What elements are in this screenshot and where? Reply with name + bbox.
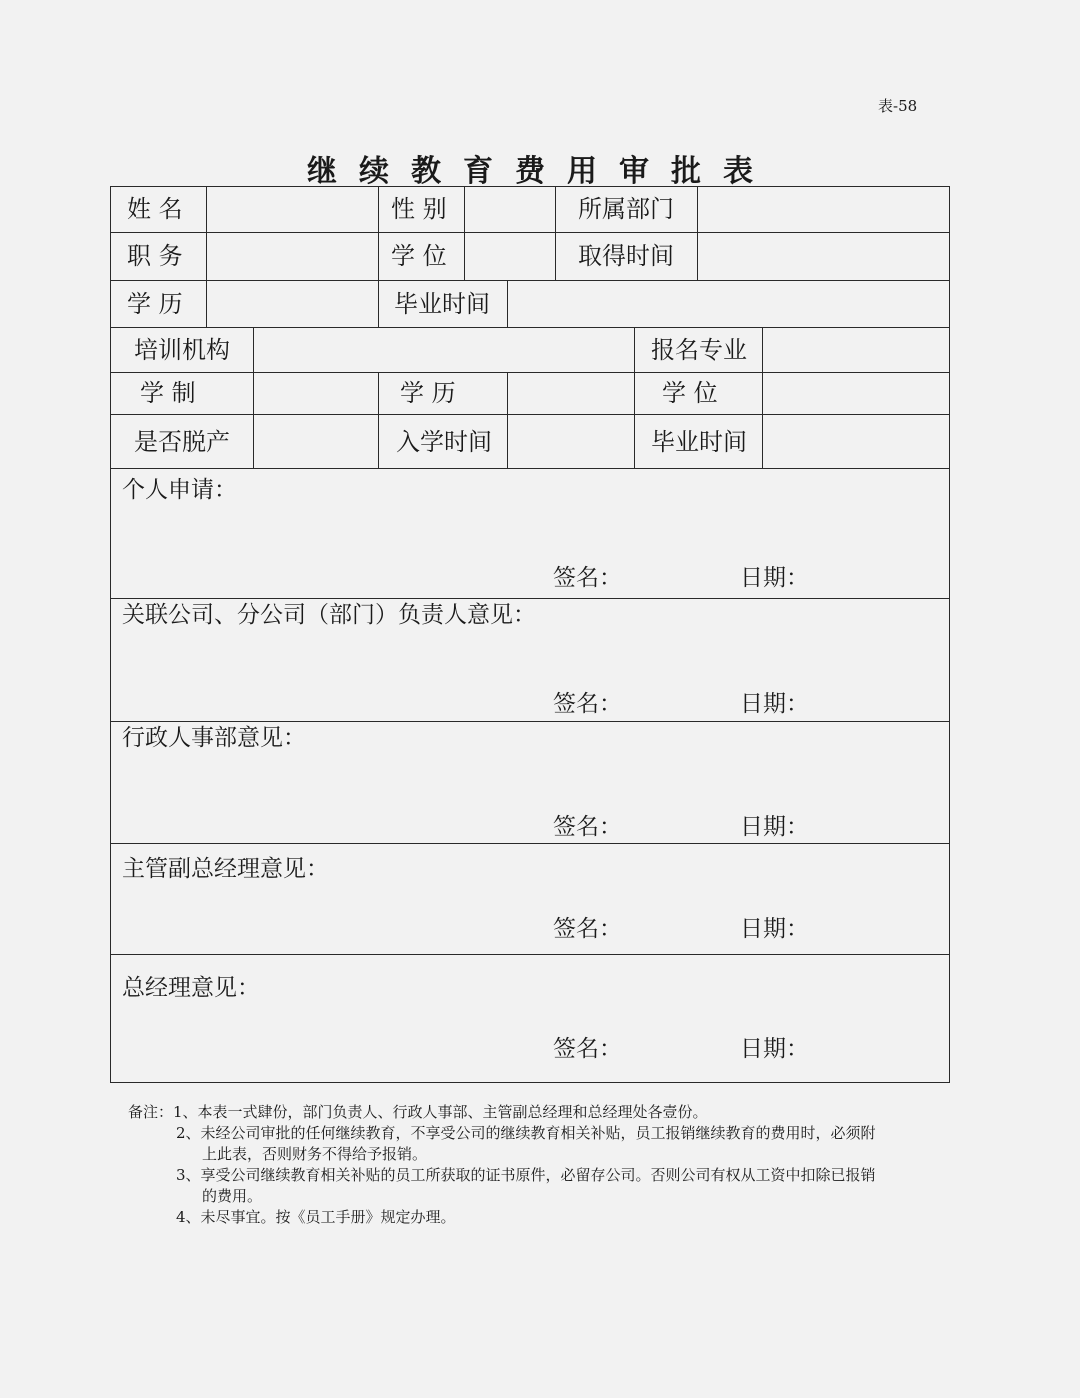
date-label: 日期： xyxy=(740,916,809,942)
position-field[interactable] xyxy=(208,234,377,279)
training-institution-label: 培训机构 xyxy=(134,336,230,364)
hr-admin-opinion-heading: 行政人事部意见： xyxy=(122,725,306,751)
major-field[interactable] xyxy=(764,329,948,371)
major-label: 报名专业 xyxy=(651,336,747,364)
graduation-time-field[interactable] xyxy=(509,282,948,326)
program-education-field[interactable] xyxy=(509,374,633,413)
deputy-gm-opinion-heading: 主管副总经理意见： xyxy=(122,856,329,882)
education-label: 学 历 xyxy=(127,290,183,318)
remark-line: 4、未尽事宜。按《员工手册》规定办理。 xyxy=(176,1208,456,1226)
program-graduation-time-field[interactable] xyxy=(764,416,948,467)
obtained-time-label: 取得时间 xyxy=(578,242,674,270)
off-job-label: 是否脱产 xyxy=(134,428,230,456)
training-institution-field[interactable] xyxy=(255,329,633,371)
degree-label: 学 位 xyxy=(391,242,447,270)
signature-label: 签名： xyxy=(553,691,622,717)
gender-label: 性 别 xyxy=(391,195,447,223)
col-divider xyxy=(762,327,763,468)
date-label: 日期： xyxy=(740,814,809,840)
col-divider xyxy=(555,186,556,280)
row-divider xyxy=(110,414,950,415)
personal-application-heading: 个人申请： xyxy=(122,477,237,503)
col-divider xyxy=(634,327,635,468)
study-duration-label: 学 制 xyxy=(140,379,196,407)
graduation-time-label: 毕业时间 xyxy=(394,290,490,318)
gender-field[interactable] xyxy=(466,188,554,231)
remark-line: 上此表，否则财务不得给予报销。 xyxy=(202,1145,428,1163)
position-label: 职 务 xyxy=(127,242,183,270)
signature-label: 签名： xyxy=(553,565,622,591)
hr-admin-opinion-field[interactable] xyxy=(112,755,948,805)
date-label: 日期： xyxy=(740,565,809,591)
section-divider xyxy=(110,954,950,955)
program-degree-label: 学 位 xyxy=(662,379,718,407)
form-title: 继续教育费用审批表 xyxy=(307,154,775,189)
gm-opinion-field[interactable] xyxy=(112,1005,948,1035)
signature-label: 签名： xyxy=(553,1036,622,1062)
col-divider xyxy=(206,186,207,327)
remark-line: 2、未经公司审批的任何继续教育，不享受公司的继续教育相关补贴，员工报销继续教育的费用时，必须附 xyxy=(176,1124,876,1142)
row-divider xyxy=(110,327,950,328)
obtained-time-field[interactable] xyxy=(699,234,948,279)
col-divider xyxy=(507,372,508,468)
form-number: 表-58 xyxy=(878,97,918,115)
row-divider xyxy=(110,372,950,373)
col-divider xyxy=(253,327,254,468)
name-field[interactable] xyxy=(208,188,377,231)
col-divider xyxy=(464,186,465,280)
enrollment-time-label: 入学时间 xyxy=(396,428,492,456)
branch-head-opinion-heading: 关联公司、分公司（部门）负责人意见： xyxy=(122,602,536,628)
row-divider xyxy=(110,232,950,233)
off-job-field[interactable] xyxy=(255,416,377,467)
section-divider xyxy=(110,598,950,599)
department-label: 所属部门 xyxy=(578,195,674,223)
signature-label: 签名： xyxy=(553,916,622,942)
col-divider xyxy=(378,186,379,327)
program-graduation-time-label: 毕业时间 xyxy=(651,428,747,456)
section-divider xyxy=(110,843,950,844)
remark-line: 备注：1、本表一式肆份，部门负责人、行政人事部、主管副总经理和总经理处各壹份。 xyxy=(128,1103,708,1121)
department-field[interactable] xyxy=(699,188,948,231)
col-divider xyxy=(697,186,698,280)
program-degree-field[interactable] xyxy=(764,374,948,413)
degree-field[interactable] xyxy=(466,234,554,279)
education-field[interactable] xyxy=(208,282,377,326)
deputy-gm-opinion-field[interactable] xyxy=(112,884,948,914)
col-divider xyxy=(507,280,508,327)
program-education-label: 学 历 xyxy=(400,379,456,407)
remark-line: 的费用。 xyxy=(202,1187,263,1205)
row-divider xyxy=(110,280,950,281)
col-divider xyxy=(378,372,379,468)
signature-label: 签名： xyxy=(553,814,622,840)
gm-opinion-heading: 总经理意见： xyxy=(122,975,260,1001)
date-label: 日期： xyxy=(740,1036,809,1062)
enrollment-time-field[interactable] xyxy=(509,416,633,467)
personal-application-field[interactable] xyxy=(112,505,948,555)
row-divider xyxy=(110,468,950,469)
name-label: 姓 名 xyxy=(127,195,183,223)
date-label: 日期： xyxy=(740,691,809,717)
study-duration-field[interactable] xyxy=(255,374,377,413)
section-divider xyxy=(110,721,950,722)
remark-line: 3、享受公司继续教育相关补贴的员工所获取的证书原件，必留存公司。否则公司有权从工资中扣除已报销 xyxy=(176,1166,876,1184)
branch-head-opinion-field[interactable] xyxy=(112,632,948,682)
